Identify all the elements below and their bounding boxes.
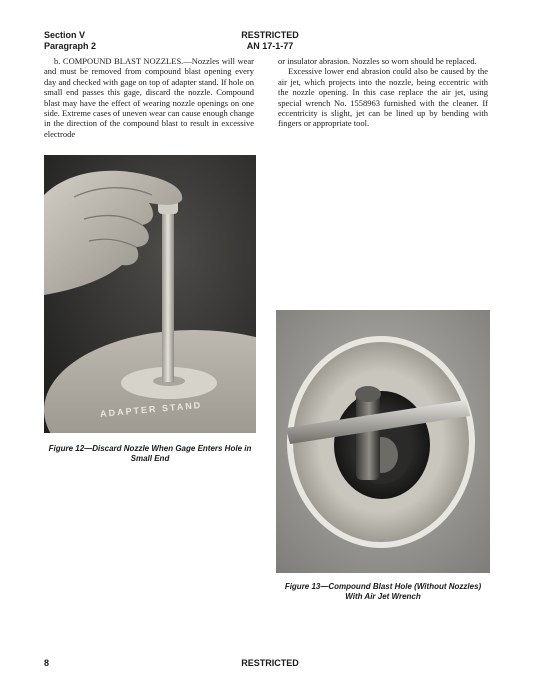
header-paragraph: Paragraph 2 (44, 41, 97, 51)
figure-13-caption: Figure 13—Compound Blast Hole (Without Nozzles) With Air Jet Wrench (284, 582, 482, 601)
header-section: Section V (44, 30, 86, 40)
figure-12-caption: Figure 12—Discard Nozzle When Gage Enters Hole in Small End (48, 444, 252, 463)
right-paragraph-2: Excessive lower end abrasion could also be caused by the air jet, which projects into the nozzle, being eccentric with the nozzle opening. In this case replace the air jet, using special wrench No. 1558963 furnished with the cleaner. If eccentricity is slight, jet can be lined up by bending with fingers or appropriate tool. (278, 66, 488, 129)
page-number: 8 (44, 658, 50, 668)
figure-13-image (276, 310, 490, 573)
header-section-block (44, 30, 96, 52)
header-classification: RESTRICTED (241, 30, 299, 40)
right-paragraph-1: or insulator abrasion. Nozzles so worn should be replaced. (278, 56, 477, 66)
header-doc-number: AN 17-1-77 (246, 41, 294, 51)
figure-12-photo (44, 155, 256, 433)
header-center-block (230, 30, 310, 52)
left-column (44, 56, 254, 139)
figure-13-photo (276, 310, 490, 573)
footer-classification: RESTRICTED (241, 658, 299, 668)
figure-12-image (44, 155, 256, 433)
adapter-stand-stamp: ADAPTER STAND (99, 399, 203, 419)
right-column (278, 56, 488, 129)
left-paragraph: b. COMPOUND BLAST NOZZLES.—Nozzles will wear and must be removed from compound blast opening every day and checked with gage on top of adapter stand. If hole on small end passes this gage, discard the nozzle. Compound blast may have the effect of wearing nozzle openings on one side. Extreme cases of uneven wear can cause enough change in the direction of the compound blast to result in excessive electrode (44, 56, 254, 139)
